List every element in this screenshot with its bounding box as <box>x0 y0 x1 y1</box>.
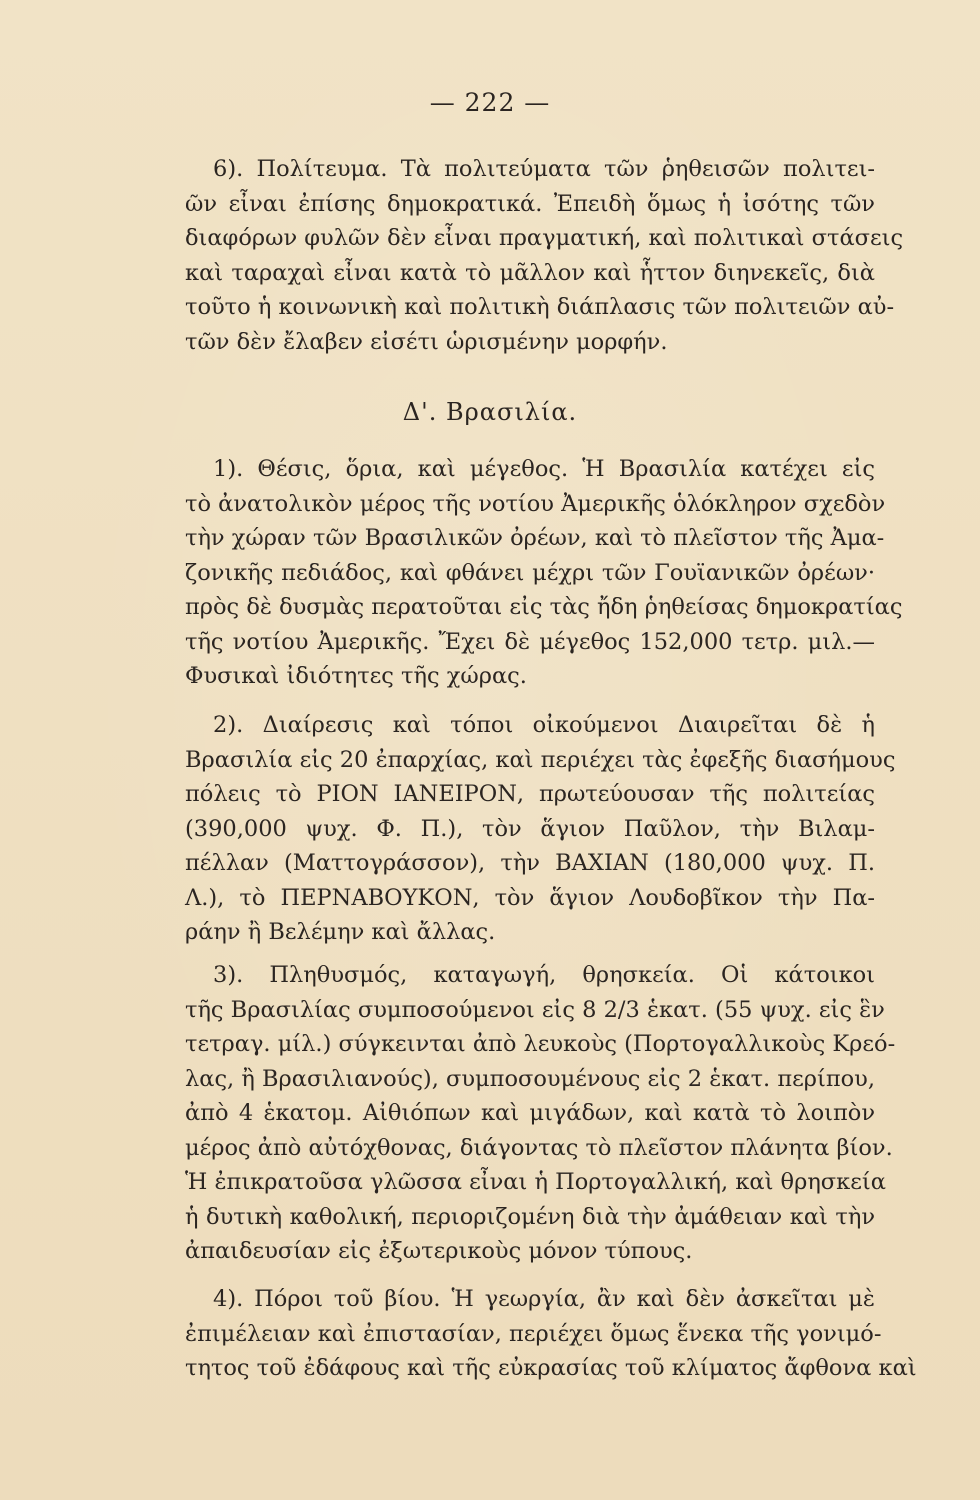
text-line: 6). Πολίτευμα. Τὰ πολιτεύματα τῶν ῥηθεισῶν πολιτει- <box>213 156 875 182</box>
text-line: πρὸς δὲ δυσμὰς περατοῦται εἰς τὰς ἤδη ῥηθείσας δημοκρατίας <box>185 594 903 620</box>
paragraph-4-livelihood <box>185 1282 917 1386</box>
text-line: τητος τοῦ ἐδάφους καὶ τῆς εὐκρασίας τοῦ κλίματος ἄφθονα καὶ <box>185 1355 917 1381</box>
text-line: τῆς Βρασιλίας συμποσούμενοι εἰς 8 2/3 ἑκατ. (55 ψυχ. εἰς ἓν <box>185 996 885 1023</box>
text-line: ἀπαιδευσίαν εἰς ἐξωτερικοὺς μόνον τύπους. <box>185 1238 693 1264</box>
text-line: τὴν χώραν τῶν Βρασιλικῶν ὀρέων, καὶ τὸ πλεῖστον τῆς Ἀμα- <box>185 525 885 551</box>
section-title: Δ'. Βρασιλία. <box>402 398 578 426</box>
text-line: Λ.), τὸ ΠΕΡΝΑΒΟΥΚΟΝ, τὸν ἅγιον Λουδοβῖκον τὴν Πα- <box>185 884 875 911</box>
text-line: 2). Διαίρεσις καὶ τόποι οἰκούμενοι Διαιρεῖται δὲ ἡ <box>213 712 875 738</box>
text-line: 4). Πόροι τοῦ βίου. Ἡ γεωργία, ἂν καὶ δὲν ἀσκεῖται μὲ <box>213 1286 875 1312</box>
text-line: ἀπὸ 4 ἑκατομ. Αἰθιόπων καὶ μιγάδων, καὶ κατὰ τὸ λοιπὸν <box>185 1100 875 1126</box>
text-line: τὸ ἀνατολικὸν μέρος τῆς νοτίου Ἀμερικῆς ὁλόκληρον σχεδὸν <box>185 490 886 517</box>
text-line: Ἡ ἐπικρατοῦσα γλῶσσα εἶναι ἡ Πορτογαλλική, καὶ θρησκεία <box>185 1169 886 1195</box>
text-line: τῆς νοτίου Ἀμερικῆς. Ἔχει δὲ μέγεθος 152,000 τετρ. μιλ.— <box>185 628 875 655</box>
paragraph-3-population <box>185 958 896 1269</box>
paragraph-2-division <box>185 708 896 950</box>
text-line: 3). Πληθυσμός, καταγωγή, θρησκεία. Οἱ κάτοικοι <box>213 962 875 988</box>
text-line: λας, ἢ Βρασιλιανούς), συμποσουμένους εἰς 2 ἑκατ. περίπου, <box>185 1065 875 1092</box>
text-line: καὶ ταραχαὶ εἶναι κατὰ τὸ μᾶλλον καὶ ἧττον διηνεκεῖς, διὰ <box>185 259 875 286</box>
paragraph-1-position <box>185 452 903 694</box>
text-line: πόλεις τὸ ΡΙΟΝ ΙΑΝΕΙΡΟΝ, πρωτεύουσαν τῆς πολιτείας <box>185 781 875 807</box>
text-line: (390,000 ψυχ. Φ. Π.), τὸν ἅγιον Παῦλον, τὴν Βιλαμ- <box>185 815 875 842</box>
text-line: Βρασιλία εἰς 20 ἐπαρχίας, καὶ περιέχει τὰς ἐφεξῆς διασήμους <box>185 746 896 773</box>
text-line: 1). Θέσις, ὅρια, καὶ μέγεθος. Ἡ Βρασιλία κατέχει εἰς <box>213 456 875 482</box>
paragraph-6-government <box>185 152 904 359</box>
page-bottom-margin <box>0 1446 980 1447</box>
text-line: τῶν δὲν ἔλαβεν εἰσέτι ὡρισμένην μορφήν. <box>185 328 668 355</box>
text-line: ἡ δυτικὴ καθολική, περιοριζομένη διὰ τὴν ἀμάθειαν καὶ τὴν <box>185 1203 875 1230</box>
text-line: ράην ἢ Βελέμην καὶ ἄλλας. <box>185 919 496 945</box>
text-line: μέρος ἀπὸ αὐτόχθονας, διάγοντας τὸ πλεῖστον πλάνητα βίον. <box>185 1134 893 1161</box>
text-line: ζονικῆς πεδιάδος, καὶ φθάνει μέχρι τῶν Γουϊανικῶν ὀρέων· <box>185 559 875 586</box>
text-line: τετραγ. μίλ.) σύγκεινται ἀπὸ λευκοὺς (Πορτογαλλικοὺς Κρεό- <box>185 1031 896 1057</box>
text-line: τοῦτο ἡ κοινωνικὴ καὶ πολιτικὴ διάπλασις τῶν πολιτειῶν αὐ- <box>185 294 895 320</box>
text-line: ἐπιμέλειαν καὶ ἐπιστασίαν, περιέχει ὅμως ἕνεκα τῆς γονιμό- <box>185 1320 882 1347</box>
text-line: Φυσικαὶ ἰδιότητες τῆς χώρας. <box>185 663 527 689</box>
text-line: διαφόρων φυλῶν δὲν εἶναι πραγματική, καὶ πολιτικαὶ στάσεις <box>185 225 904 251</box>
page-number-header: — 222 — <box>429 88 551 117</box>
text-line: ῶν εἶναι ἐπίσης δημοκρατικά. Ἐπειδὴ ὅμως ἡ ἰσότης τῶν <box>185 190 875 217</box>
text-line: πέλλαν (Ματτογράσσον), τὴν ΒΑΧΙΑΝ (180,000 ψυχ. Π. <box>185 850 875 876</box>
